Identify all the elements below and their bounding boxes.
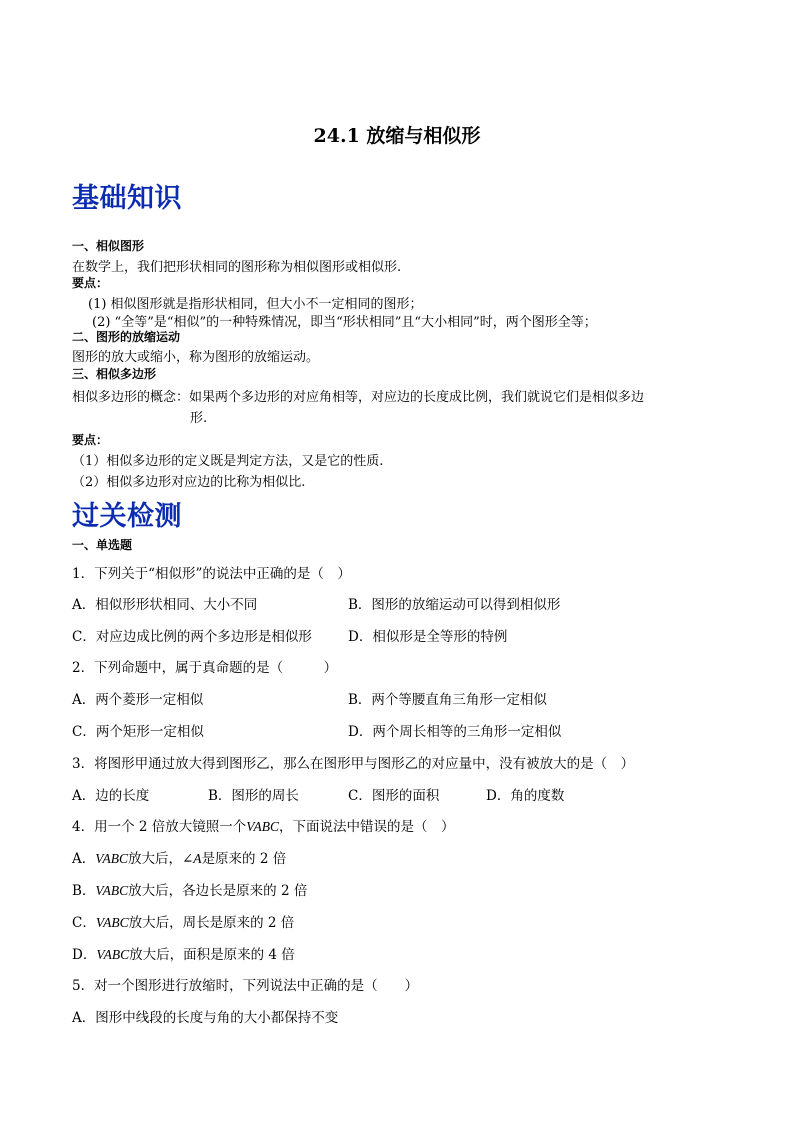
question-2-option-a: A．两个菱形一定相似 <box>72 692 204 708</box>
question-2-option-d: D．两个周长相等的三角形一定相似 <box>348 724 562 740</box>
paragraph-similar-figures: 在数学上，我们把形状相同的图形称为相似图形或相似形. <box>72 260 402 275</box>
question-1-option-d: D．相似形是全等形的特例 <box>348 629 508 645</box>
question-3-option-d: D．角的度数 <box>486 788 565 804</box>
question-1-option-b: B．图形的放缩运动可以得到相似形 <box>348 597 561 613</box>
question-4-option-b <box>72 879 307 899</box>
question-2: 2．下列命题中，属于真命题的是（ ） <box>72 660 338 676</box>
triangle-abc-symbol: VABC <box>95 915 129 930</box>
question-1-option-c: C．对应边成比例的两个多边形是相似形 <box>72 629 312 645</box>
question-3-option-c: C．图形的面积 <box>348 788 440 804</box>
question-4-option-c <box>72 911 294 931</box>
option-b-letter: B． <box>72 883 96 899</box>
question-4-text-end: ，下面说法中错误的是（ ） <box>279 819 455 835</box>
subheading-single-choice: 一、单选题 <box>72 538 133 552</box>
question-3-option-b: B．图形的周长 <box>208 788 299 804</box>
paragraph-scaling-motion: 图形的放大或缩小，称为图形的放缩运动。 <box>72 350 320 365</box>
key-points-label: 要点： <box>72 276 109 290</box>
triangle-abc-symbol: VABC <box>246 819 280 834</box>
triangle-abc-symbol: VABC <box>95 883 129 898</box>
question-1-option-a: A．相似形形状相同、大小不同 <box>72 597 258 613</box>
option-c-text: 放大后，周长是原来的 2 倍 <box>128 915 295 931</box>
option-a-text-mid: 放大后， <box>128 851 182 867</box>
option-b-text: 放大后，各边长是原来的 2 倍 <box>128 883 308 899</box>
paragraph-similar-polygons-line2: 形. <box>190 411 208 426</box>
subheading-scaling-motion: 二、图形的放缩运动 <box>72 330 181 344</box>
subheading-similar-polygons: 三、相似多边形 <box>72 367 157 381</box>
option-d-letter: D． <box>72 947 97 963</box>
question-3: 3．将图形甲通过放大得到图形乙，那么在图形甲与图形乙的对应量中，没有被放大的是（ ） <box>72 756 635 772</box>
question-2-option-c: C．两个矩形一定相似 <box>72 724 204 740</box>
triangle-abc-symbol: VABC <box>96 947 130 962</box>
question-4-option-d <box>72 943 295 963</box>
paragraph-similar-polygons-line1: 相似多边形的概念：如果两个多边形的对应角相等，对应边的长度成比例，我们就说它们是相似多边 <box>72 390 645 405</box>
subheading-similar-figures: 一、相似图形 <box>72 239 145 253</box>
section-heading-checkpoint: 过关检测 <box>72 501 182 532</box>
triangle-abc-symbol: VABC <box>95 851 128 866</box>
option-c-letter: C． <box>72 915 96 931</box>
option-a-text-end: 是原来的 2 倍 <box>201 851 287 867</box>
question-3-option-a: A．边的长度 <box>72 788 150 804</box>
question-4-option-a <box>72 847 286 867</box>
angle-a-symbol: ∠A <box>182 851 202 866</box>
key-point-2: (2) “全等”是“相似”的一种特殊情况，即当“形状相同”且“大小相同”时，两个图形全等； <box>92 315 597 330</box>
question-4-text-start: 4．用一个 2 倍放大镜照一个 <box>72 819 247 835</box>
key-point-1: (1) 相似图形就是指形状相同，但大小不一定相同的图形； <box>88 297 423 312</box>
option-d-text: 放大后，面积是原来的 4 倍 <box>129 947 295 963</box>
question-5-option-a: A．图形中线段的长度与角的大小都保持不变 <box>72 1010 339 1026</box>
question-1: 1．下列关于“相似形”的说法中正确的是（ ） <box>72 566 351 582</box>
key-points-label-2: 要点： <box>72 433 109 447</box>
question-2-option-b: B．两个等腰直角三角形一定相似 <box>348 692 547 708</box>
question-4 <box>72 815 455 835</box>
document-title: 24.1 放缩与相似形 <box>313 125 481 147</box>
key-point-polygon-2: （2）相似多边形对应边的比称为相似比. <box>72 475 306 490</box>
question-5: 5．对一个图形进行放缩时，下列说法中正确的是（ ） <box>72 978 419 994</box>
section-heading-basic-knowledge: 基础知识 <box>72 183 182 214</box>
option-a-letter: A． <box>72 851 96 867</box>
key-point-polygon-1: （1）相似多边形的定义既是判定方法，又是它的性质. <box>72 454 384 469</box>
